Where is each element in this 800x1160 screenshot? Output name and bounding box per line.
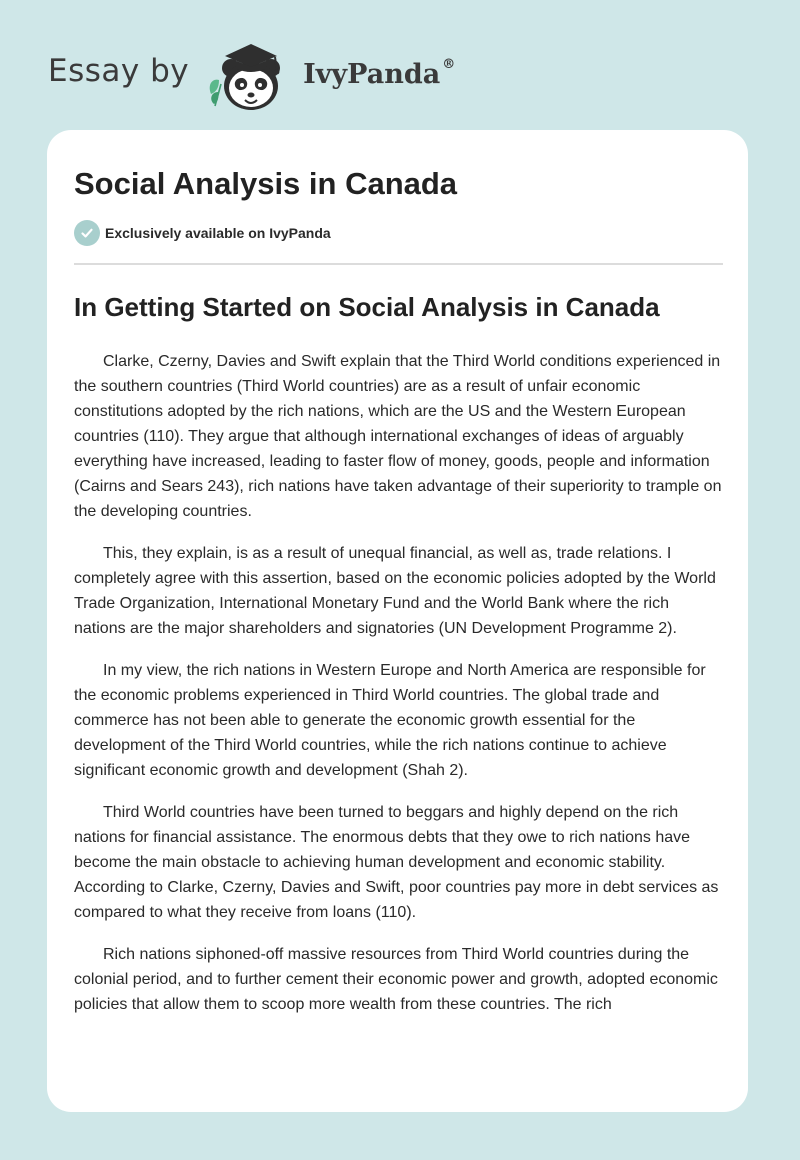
divider bbox=[74, 263, 723, 265]
paragraph-2: This, they explain, is as a result of unequal financial, as well as, trade relations. I completely agree with this assertion, based on the economic policies adopted by the World Trade Organization, International Monetary Fund and the World Bank where the rich nations are the major shareholders and signatories (UN Development Programme 2). bbox=[74, 545, 716, 637]
exclusive-badge bbox=[74, 220, 723, 246]
brand-name-text: IvyPanda bbox=[303, 58, 441, 90]
registered-mark: ® bbox=[442, 56, 456, 72]
exclusive-label: Exclusively available on IvyPanda bbox=[105, 225, 331, 241]
essay-body bbox=[74, 349, 723, 1017]
paragraph-3: In my view, the rich nations in Western Europe and North America are responsible for the economic problems experienced in Third World countries. The global trade and commerce has not been able to generate the economic growth essential for the development of the Third World countries, while the rich nations continue to achieve significant economic growth and development (Shah 2). bbox=[74, 662, 706, 779]
brand-prefix: Essay by bbox=[48, 53, 190, 89]
brand-name bbox=[303, 56, 456, 90]
paragraph-5: Rich nations siphoned-off massive resources from Third World countries during the colonial period, and to further cement their economic power and growth, adopted economic policies that allow them to scoop more wealth from these countries. The rich bbox=[74, 946, 718, 1013]
essay-content bbox=[74, 164, 723, 1034]
essay-card bbox=[47, 130, 748, 1112]
paragraph-1: Clarke, Czerny, Davies and Swift explain that the Third World conditions experienced in the southern countries (Third World countries) are as a result of unfair economic constitutions adopted by the rich nations, which are the US and the Western European countries (110). They argue that although international exchanges of ideas of arguably everything have increased, leading to faster flow of money, goods, people and information (Cairns and Sears 243), rich nations have taken advantage of their superiority to trample on the developing countries. bbox=[74, 353, 722, 520]
section-heading: In Getting Started on Social Analysis in Canada bbox=[74, 292, 660, 322]
checkmark-icon bbox=[74, 220, 100, 246]
paragraph-4: Third World countries have been turned to beggars and highly depend on the rich nations for financial assistance. The enormous debts that they owe to rich nations have become the main obstacle to achieving human development and economic stability. According to Clarke, Czerny, Davies and Swift, poor countries pay more in debt services as compared to what they receive from loans (110). bbox=[74, 804, 719, 921]
brand-logo[interactable] bbox=[48, 34, 455, 114]
panda-graduate-icon bbox=[205, 34, 297, 114]
page-title: Social Analysis in Canada bbox=[74, 166, 458, 201]
